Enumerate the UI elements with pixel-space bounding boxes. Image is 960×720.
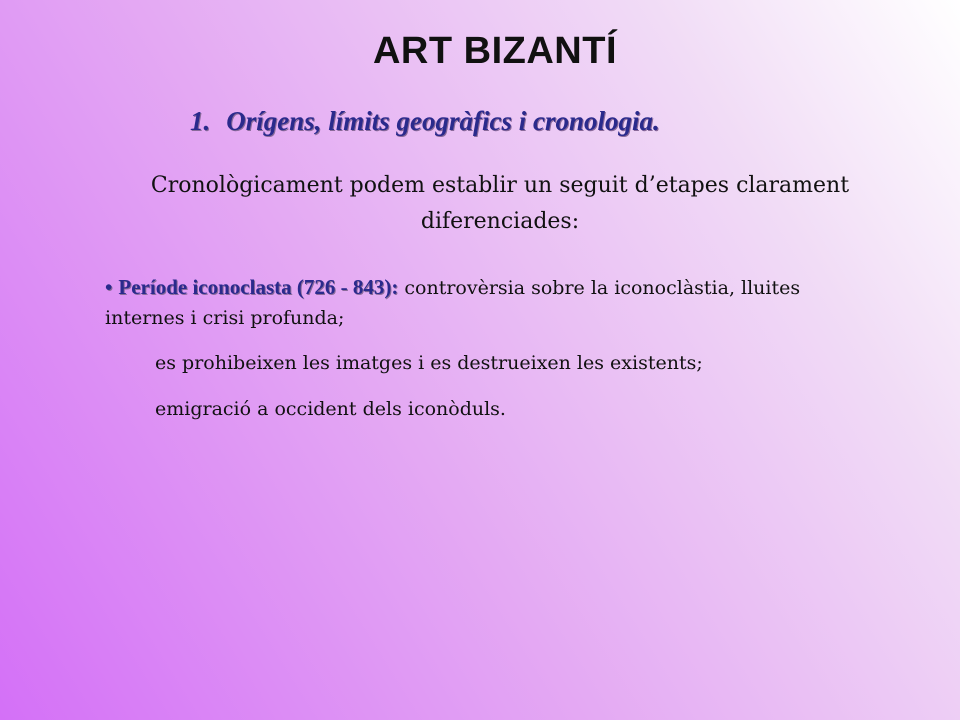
slide-title: ART BIZANTÍ: [372, 30, 618, 72]
continuation-line-1: es prohibeixen les imatges i es destrueixen les existents;: [155, 352, 703, 374]
intro-paragraph: Cronològicament podem establir un seguit d’etapes clarament diferenciades:: [150, 173, 850, 234]
continuation-line-2: emigració a occident dels iconòduls.: [155, 398, 506, 420]
section-heading-text: Orígens, límits geogràfics i cronologia.: [226, 106, 660, 136]
bullet-term: Període iconoclasta (726 - 843):: [118, 275, 399, 299]
section-heading: [190, 106, 660, 137]
bullet-marker: •: [105, 275, 113, 299]
bullet-item: [105, 272, 825, 333]
section-number: 1.: [190, 106, 211, 136]
bullet-text: controvèrsia sobre la iconoclàstia, lluites internes i crisi profunda;: [105, 277, 801, 329]
